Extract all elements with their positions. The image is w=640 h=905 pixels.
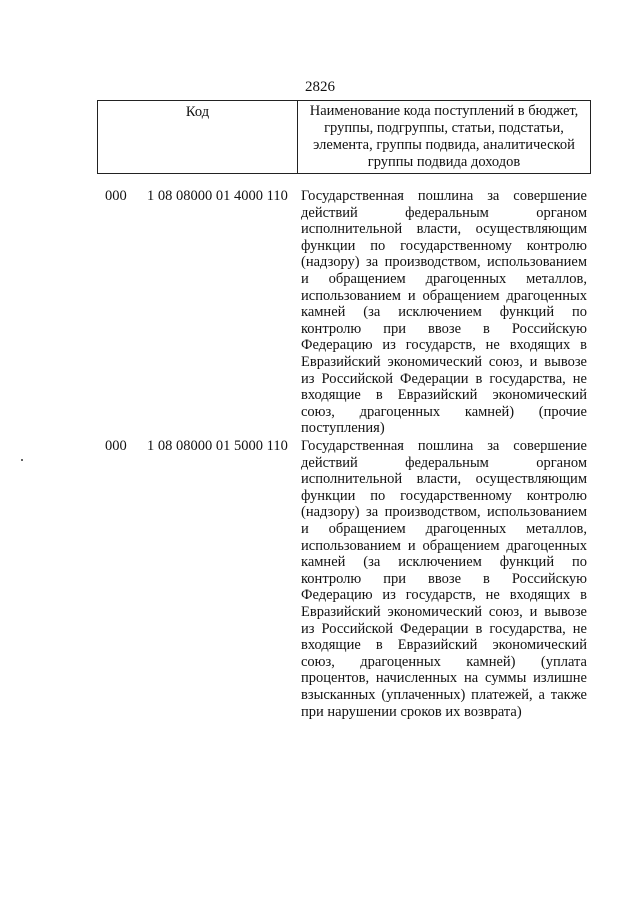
description-line: при нарушении сроков их возврата) xyxy=(301,703,522,720)
kbk-code: 1 08 08000 01 4000 110 xyxy=(147,188,288,204)
description-line: и обращением драгоценных металлов, xyxy=(301,270,587,287)
description-line: Государственная пошлина за совершение xyxy=(301,438,587,454)
description-line: контролю при ввозе в Российскую xyxy=(301,320,587,337)
description-line: Федерацию из государств, не входящих в xyxy=(301,337,587,354)
description-line: функции по государственному контролю xyxy=(301,237,587,254)
description-line: исполнительной власти, осуществляющим xyxy=(301,221,587,238)
description-line: Государственная пошлина за совершение xyxy=(301,188,587,204)
description-line: (надзору) за производством, использованием xyxy=(301,504,587,521)
description-line: использованием и обращением драгоценных xyxy=(301,287,587,304)
description-line: Евразийский экономический союз, и вывозе xyxy=(301,603,587,620)
kbk-code: 1 08 08000 01 5000 110 xyxy=(147,438,288,454)
description-line: действий федеральным органом xyxy=(301,454,587,471)
description-line: действий федеральным органом xyxy=(301,204,587,221)
description-line: из Российской Федерации в государства, не xyxy=(301,370,587,387)
description-line: камней (за исключением функций по xyxy=(301,304,587,321)
description-line: Евразийский экономический союз, и вывозе xyxy=(301,353,587,370)
description-line: входящие в Евразийский экономический xyxy=(301,387,587,404)
header-code: Код xyxy=(98,101,298,173)
description-line: союз, драгоценных камней) (уплата xyxy=(301,653,587,670)
scan-speck xyxy=(21,459,23,461)
description-line: взысканных (уплаченных) платежей, а также xyxy=(301,686,587,703)
description-line: Федерацию из государств, не входящих в xyxy=(301,587,587,604)
description-line: из Российской Федерации в государства, не xyxy=(301,620,587,637)
revenue-description xyxy=(301,438,587,720)
table-header xyxy=(97,100,591,174)
description-line: входящие в Евразийский экономический xyxy=(301,637,587,654)
revenue-description xyxy=(301,188,587,437)
description-line: и обращением драгоценных металлов, xyxy=(301,520,587,537)
admin-code: 000 xyxy=(105,188,127,204)
description-line: исполнительной власти, осуществляющим xyxy=(301,471,587,488)
description-line: контролю при ввозе в Российскую xyxy=(301,570,587,587)
description-line: союз, драгоценных камней) (прочие xyxy=(301,403,587,420)
description-line: использованием и обращением драгоценных xyxy=(301,537,587,554)
admin-code: 000 xyxy=(105,438,127,454)
description-line: камней (за исключением функций по xyxy=(301,554,587,571)
description-line: процентов, начисленных на суммы излишне xyxy=(301,670,587,687)
description-line: (надзору) за производством, использованием xyxy=(301,254,587,271)
page-number: 2826 xyxy=(305,79,335,95)
description-line: поступления) xyxy=(301,420,385,437)
header-name: Наименование кода поступлений в бюджет, группы, подгруппы, статьи, подстатьи, элемента, группы подвида, аналитической группы подвида доходов xyxy=(309,103,579,170)
description-line: функции по государственному контролю xyxy=(301,487,587,504)
